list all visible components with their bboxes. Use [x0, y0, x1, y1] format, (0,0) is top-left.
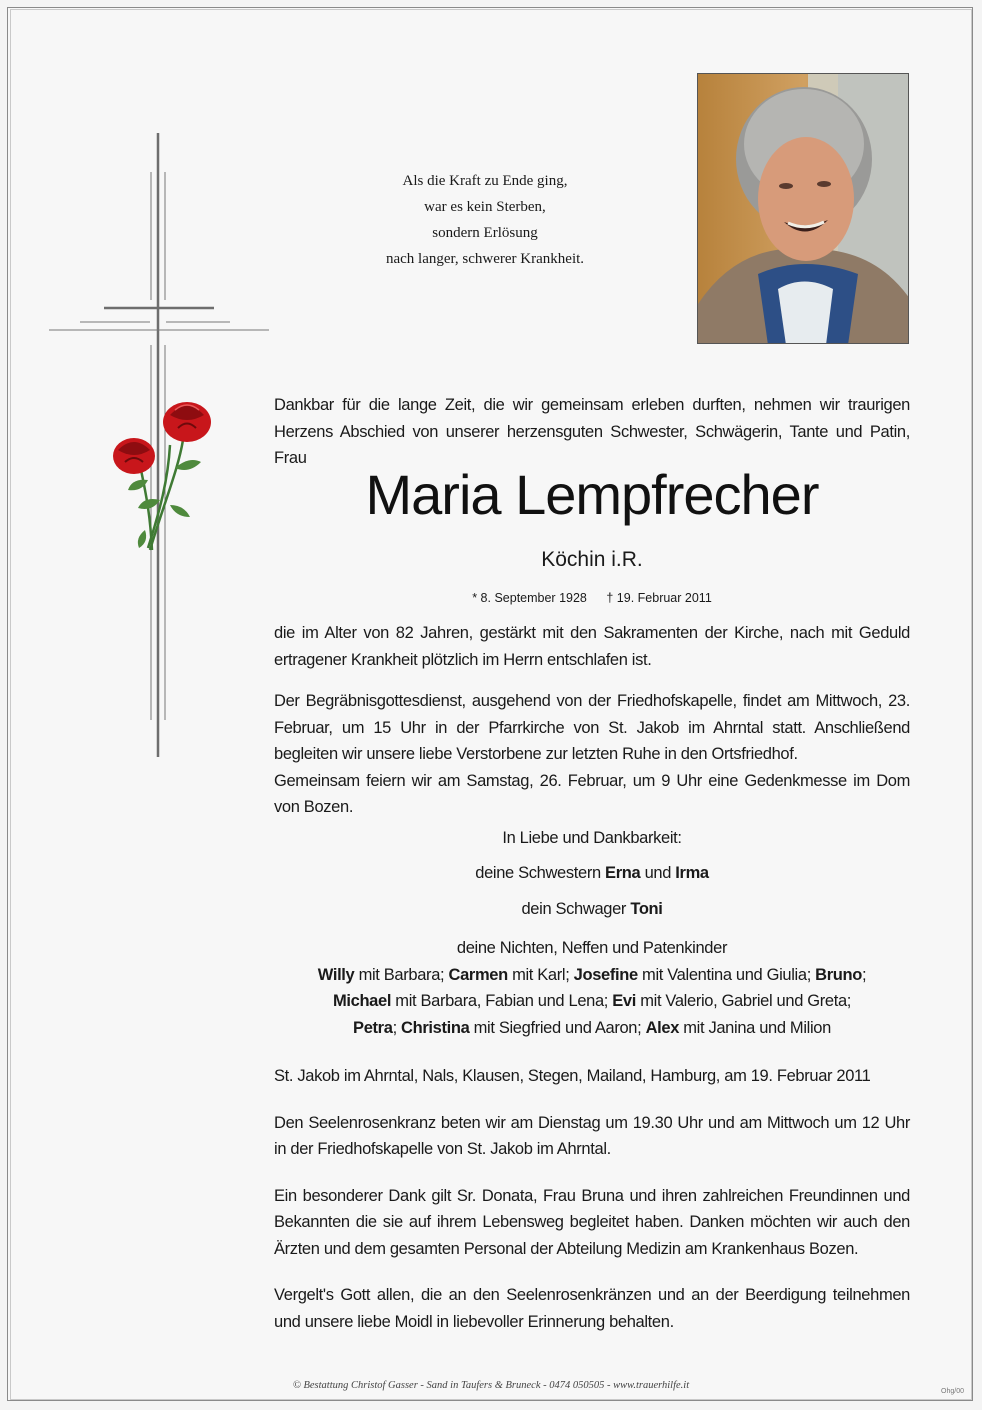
mourners-intro: In Liebe und Dankbarkeit:: [502, 828, 682, 847]
cross-with-roses-icon: [0, 0, 290, 770]
mourner-text: mit Janina und Milion: [679, 1018, 831, 1037]
places-and-date: St. Jakob im Ahrntal, Nals, Klausen, Stegen, Mailand, Hamburg, am 19. Februar 2011: [274, 1067, 871, 1085]
paragraph-gratitude: Vergelt's Gott allen, die an den Seelenrosenkränzen und an der Beerdigung teilnehmen und unsere liebe Moidl in liebevoller Erinnerung behalten.: [274, 1286, 910, 1331]
mourner-name: Carmen: [448, 965, 508, 984]
poem-line: nach langer, schwerer Krankheit.: [385, 251, 585, 267]
paragraph-age: die im Alter von 82 Jahren, gestärkt mit den Sakramenten der Kirche, nach mit Geduld ertragener Krankheit plötzlich im Herrn entschlafen ist.: [274, 624, 910, 669]
mourner-text: mit Barbara;: [354, 965, 449, 984]
mourner-text: ;: [862, 965, 867, 984]
mourners-line-1: [274, 962, 910, 989]
mourners-nieces-intro: deine Nichten, Neffen und Patenkinder: [456, 939, 728, 957]
document-code: Ohg/00: [941, 1388, 964, 1395]
paragraph-thanks: Ein besonderer Dank gilt Sr. Donata, Frau Bruna und ihren zahlreichen Freundinnen und Bekannten die sie auf ihrem Lebensweg begleitet haben. Danken möchten wir auch den Ärzten und dem gesamten Personal der Abteilung Medizin am Krankenhaus Bozen.: [274, 1186, 910, 1258]
footer-credit: © Bestattung Christof Gasser - Sand in Taufers & Bruneck - 0474 050505 - www.trauerhilfe.it: [292, 1380, 690, 1391]
main-text: [274, 620, 910, 1335]
mourner-name: Willy: [317, 965, 355, 984]
mourners-line-2: [274, 988, 910, 1015]
poem: [330, 168, 640, 272]
deceased-title: Köchin i.R.: [541, 548, 643, 571]
portrait-photo: [697, 73, 909, 344]
mourner-name: Evi: [612, 992, 636, 1010]
mourner-text: mit Valerio, Gabriel und Greta;: [636, 992, 852, 1010]
paragraph-funeral: Der Begräbnisgottesdienst, ausgehend von der Friedhofskapelle, findet am Mittwoch, 23. Februar, um 15 Uhr in der Pfarrkirche von St. Jakob im Ahrntal statt. Anschließend begleiten wir unsere liebe Verstorbene zur letzten Ruhe in den Ortsfriedhof.: [274, 692, 910, 763]
mourner-name: Bruno: [815, 965, 862, 984]
mourner-text: mit Valentina und Giulia;: [637, 965, 816, 984]
mourner-name: Michael: [332, 992, 392, 1010]
mourner-text: ;: [392, 1018, 402, 1037]
and-text: und: [640, 864, 676, 882]
mourner-name: Alex: [645, 1018, 680, 1037]
mourners-brother-in-law: [274, 896, 910, 923]
poem-line: Als die Kraft zu Ende ging,: [402, 173, 568, 189]
mourner-text: mit Barbara, Fabian und Lena;: [391, 992, 613, 1010]
mourner-name: Josefine: [573, 965, 638, 984]
life-dates: [274, 588, 910, 608]
mourner-name: Christina: [401, 1018, 470, 1037]
paragraph-rosary: Den Seelenrosenkranz beten wir am Dienstag um 19.30 Uhr und am Mittwoch um 12 Uhr in der Friedhofskapelle von St. Jakob im Ahrntal.: [274, 1113, 910, 1158]
sister-name: Erna: [605, 864, 641, 882]
mourner-text: mit Siegfried und Aaron;: [469, 1018, 646, 1037]
death-date: † 19. Februar 2011: [606, 591, 712, 605]
intro-text: Dankbar für die lange Zeit, die wir gemeinsam erleben durften, nehmen wir traurigen Herzens Abschied von unserer herzensguten Schwester, Schwägerin, Tante und Patin, Frau: [274, 396, 910, 467]
mourners-sisters: [274, 860, 910, 887]
mourner-text: mit Karl;: [507, 965, 574, 984]
mourners-line-3: [274, 1015, 910, 1042]
deceased-name: Maria Lempfrecher: [365, 463, 819, 526]
mourner-name: Petra: [353, 1018, 393, 1037]
sisters-prefix: deine Schwestern: [475, 864, 606, 882]
poem-line: war es kein Sterben,: [424, 199, 546, 215]
birth-date: * 8. September 1928: [472, 591, 587, 605]
poem-line: sondern Erlösung: [432, 225, 538, 241]
mourners-block: [274, 825, 910, 1042]
brother-name: Toni: [630, 899, 663, 918]
sister-name: Irma: [675, 864, 709, 882]
brother-prefix: dein Schwager: [521, 899, 631, 918]
paragraph-memorial-mass: Gemeinsam feiern wir am Samstag, 26. Februar, um 9 Uhr eine Gedenkmesse im Dom von Bozen.: [274, 771, 910, 816]
